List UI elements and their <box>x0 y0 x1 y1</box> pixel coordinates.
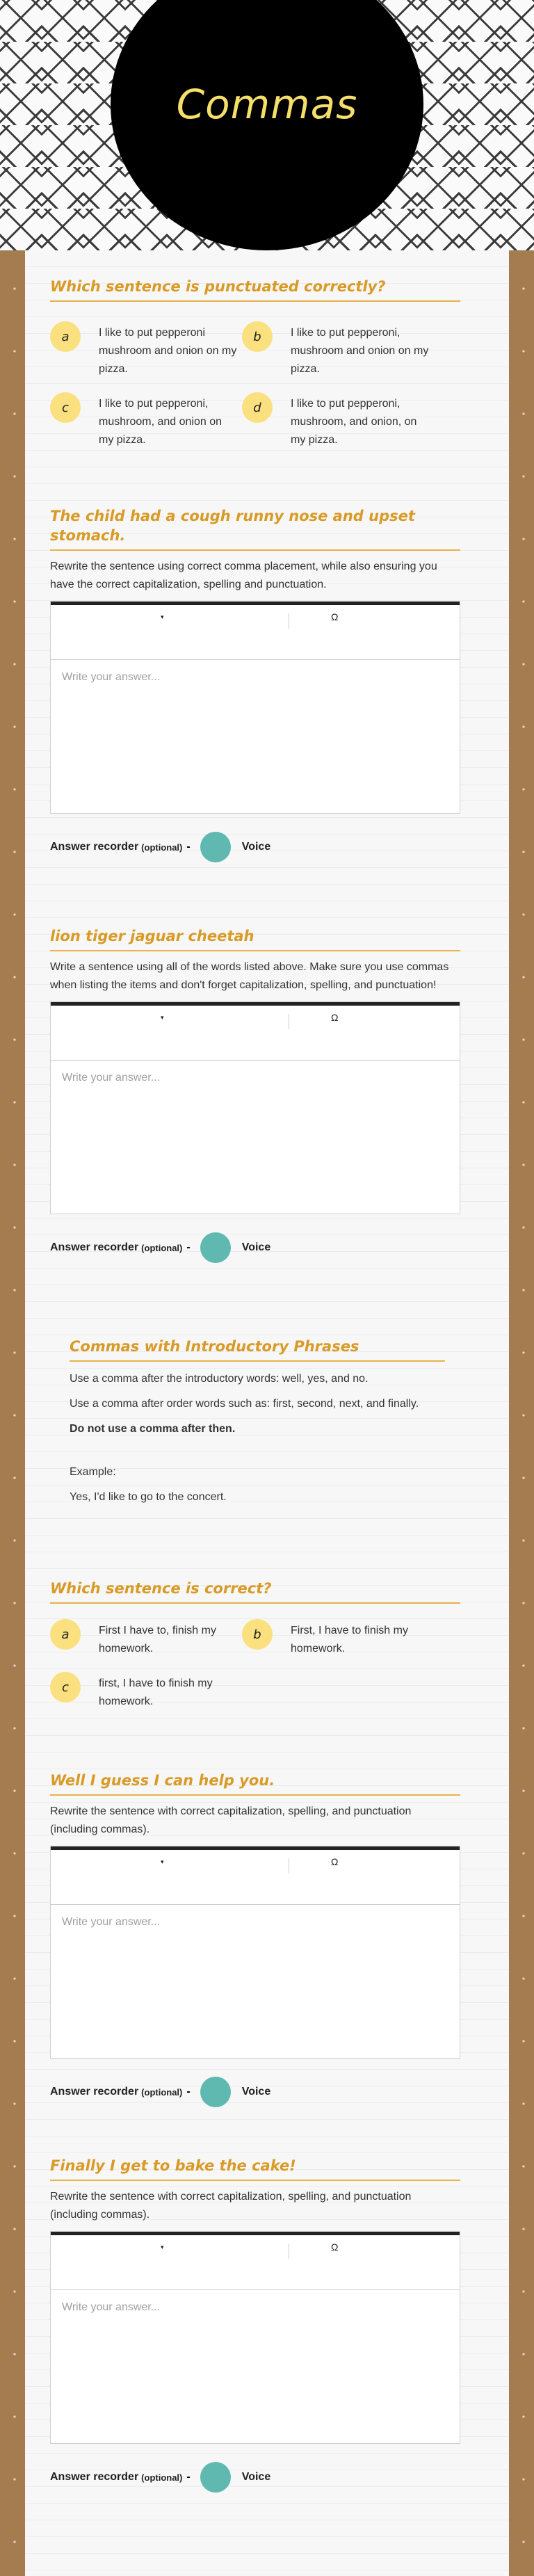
answer-editor <box>50 1001 460 1214</box>
option-a[interactable] <box>50 321 238 378</box>
option-b-badge[interactable]: b <box>242 321 273 352</box>
chevron-down-icon[interactable]: ▾ <box>161 1014 164 1021</box>
answer-input[interactable] <box>51 1061 460 1214</box>
question-6-title: Finally I get to bake the cake! <box>50 2156 460 2181</box>
recorder-label: Answer recorder <box>50 841 139 853</box>
question-4 <box>50 1579 460 1715</box>
record-voice-button[interactable] <box>200 2077 231 2107</box>
answer-recorder <box>50 832 460 862</box>
question-5-title: Well I guess I can help you. <box>50 1771 460 1796</box>
question-2-title: The child had a cough runny nose and upset stomach. <box>50 506 460 551</box>
option-c-text: first, I have to finish my homework. <box>99 1677 213 1707</box>
option-a[interactable] <box>50 1619 238 1658</box>
option-d-badge[interactable]: d <box>242 392 273 423</box>
answer-input[interactable] <box>51 1905 460 2058</box>
question-4-title: Which sentence is correct? <box>50 1579 460 1604</box>
right-wood-border <box>509 250 534 2576</box>
editor-toolbar <box>51 602 460 660</box>
recorder-optional: (optional) <box>141 2086 183 2098</box>
answer-editor <box>50 1846 460 2059</box>
option-d-text: I like to put pepperoni, mushroom, and onion, on my pizza. <box>291 398 417 446</box>
question-1 <box>50 277 460 462</box>
question-3-title: lion tiger jaguar cheetah <box>50 926 460 951</box>
question-6 <box>50 2156 460 2493</box>
editor-toolbar <box>51 2232 460 2290</box>
voice-label: Voice <box>241 2086 271 2098</box>
answer-editor <box>50 601 460 814</box>
special-character-icon[interactable]: Ω <box>331 1856 339 1867</box>
info-title: Commas with Introductory Phrases <box>70 1337 445 1362</box>
option-a-badge[interactable]: a <box>50 1619 81 1650</box>
recorder-label: Answer recorder <box>50 2086 139 2098</box>
option-a-text: I like to put pepperoni mushroom and onion on my pizza. <box>99 327 237 375</box>
info-commas-introductory <box>70 1337 445 1513</box>
recorder-dash: - <box>186 841 191 853</box>
option-b[interactable] <box>242 1619 430 1658</box>
voice-label: Voice <box>241 1241 271 1253</box>
answer-input[interactable] <box>51 660 460 813</box>
example-label: Example: <box>70 1466 116 1478</box>
answer-editor <box>50 2231 460 2444</box>
option-c-badge[interactable]: c <box>50 392 81 423</box>
option-c-badge[interactable]: c <box>50 1672 81 1702</box>
chevron-down-icon[interactable]: ▾ <box>161 1858 164 1865</box>
question-1-options <box>50 309 460 462</box>
question-3 <box>50 926 460 1263</box>
answer-recorder <box>50 1232 460 1263</box>
special-character-icon[interactable]: Ω <box>331 1012 339 1023</box>
recorder-label: Answer recorder <box>50 1241 139 1253</box>
record-voice-button[interactable] <box>200 2462 231 2493</box>
option-b-text: I like to put pepperoni, mushroom and onion on my pizza. <box>291 327 429 375</box>
option-a-text: First I have to, finish my homework. <box>99 1625 216 1655</box>
option-b-badge[interactable]: b <box>242 1619 273 1650</box>
option-a-badge[interactable]: a <box>50 321 81 352</box>
special-character-icon[interactable]: Ω <box>331 611 339 622</box>
info-line-2: Use a comma after order words such as: first, second, next, and finally. <box>70 1398 419 1410</box>
special-character-icon[interactable]: Ω <box>331 2241 339 2253</box>
question-4-options <box>50 1611 460 1715</box>
left-wood-border <box>0 250 25 2576</box>
question-6-description: Rewrite the sentence with correct capitalization, spelling, and punctuation (including commas). <box>50 2191 412 2221</box>
info-line-1: Use a comma after the introductory words: well, yes, and no. <box>70 1373 369 1385</box>
voice-label: Voice <box>241 2471 271 2483</box>
question-2 <box>50 506 460 862</box>
option-c[interactable] <box>50 392 238 449</box>
answer-input[interactable] <box>51 2290 460 2443</box>
voice-label: Voice <box>241 841 271 853</box>
answer-recorder <box>50 2077 460 2107</box>
editor-toolbar <box>51 1846 460 1905</box>
recorder-optional: (optional) <box>141 1242 183 1253</box>
option-b[interactable] <box>242 321 430 378</box>
page-title: Commas <box>176 81 358 128</box>
record-voice-button[interactable] <box>200 832 231 862</box>
editor-toolbar <box>51 1002 460 1061</box>
recorder-optional: (optional) <box>141 2472 183 2483</box>
option-b-text: First, I have to finish my homework. <box>291 1625 408 1655</box>
recorder-dash: - <box>186 2471 191 2483</box>
answer-recorder <box>50 2462 460 2493</box>
title-circle <box>111 0 423 250</box>
question-1-title: Which sentence is punctuated correctly? <box>50 277 460 302</box>
option-d[interactable] <box>242 392 430 449</box>
question-2-description: Rewrite the sentence using correct comma placement, while also ensuring you have the correct capitalization, spelling and punctuation. <box>50 561 437 590</box>
option-c[interactable] <box>50 1672 238 1711</box>
recorder-optional: (optional) <box>141 842 183 853</box>
recorder-label: Answer recorder <box>50 2471 139 2483</box>
question-3-description: Write a sentence using all of the words listed above. Make sure you use commas when listing the items and don't forget capitalization, spelling, and punctuation! <box>50 961 449 991</box>
example-text: Yes, I'd like to go to the concert. <box>70 1491 227 1503</box>
header-banner <box>0 0 534 250</box>
question-5-description: Rewrite the sentence with correct capitalization, spelling, and punctuation (including commas). <box>50 1805 412 1835</box>
recorder-dash: - <box>186 1241 191 1253</box>
recorder-dash: - <box>186 2086 191 2098</box>
record-voice-button[interactable] <box>200 1232 231 1263</box>
option-c-text: I like to put pepperoni, mushroom, and onion on my pizza. <box>99 398 222 446</box>
chevron-down-icon[interactable]: ▾ <box>161 613 164 620</box>
info-line-3: Do not use a comma after then. <box>70 1423 236 1435</box>
question-5 <box>50 1771 460 2107</box>
chevron-down-icon[interactable]: ▾ <box>161 2244 164 2251</box>
